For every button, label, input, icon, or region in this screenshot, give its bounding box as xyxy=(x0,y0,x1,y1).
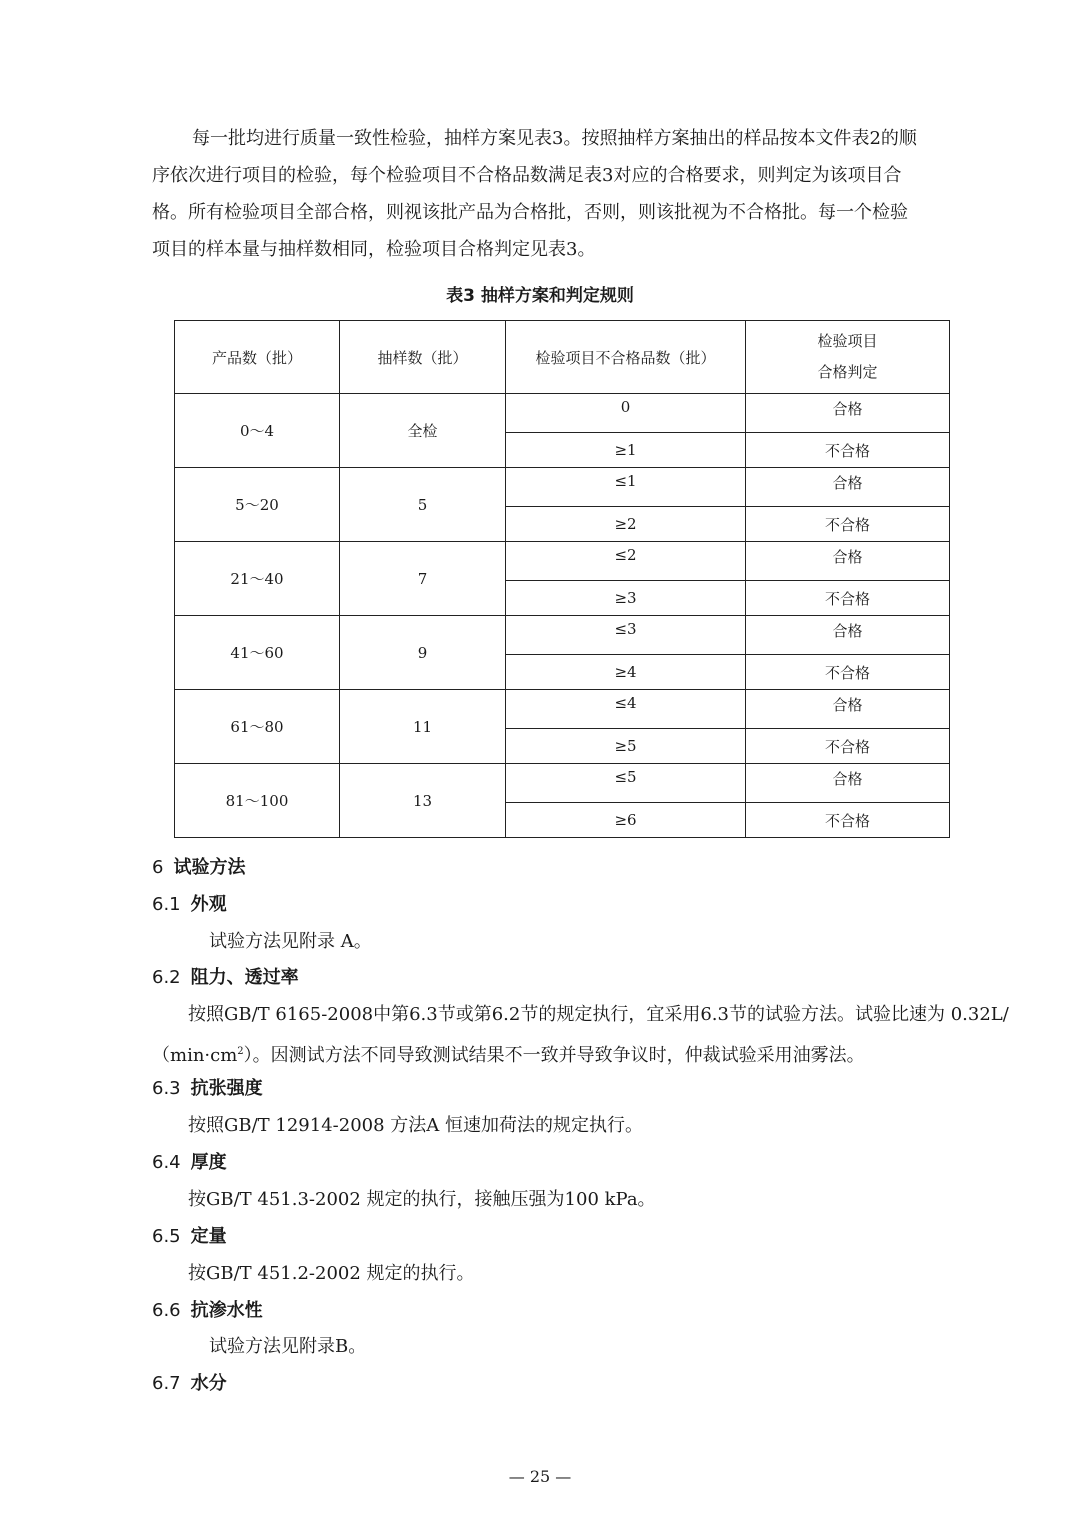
cell-range: 81～100 xyxy=(175,764,340,838)
cell-defects: ≥4 xyxy=(506,655,746,690)
table-row xyxy=(175,542,950,581)
cell-defects: 0 xyxy=(506,394,746,433)
section-number: 6.6 xyxy=(152,1300,181,1321)
section-number: 6.5 xyxy=(152,1226,181,1247)
section-6-6-heading xyxy=(152,1297,263,1325)
cell-result: 不合格 xyxy=(746,433,950,468)
cell-result: 不合格 xyxy=(746,581,950,616)
section-title: 厚度 xyxy=(190,1152,227,1173)
cell-defects: ≥5 xyxy=(506,729,746,764)
cell-defects: ≤2 xyxy=(506,542,746,581)
cell-range: 5～20 xyxy=(175,468,340,542)
section-6-1-heading xyxy=(152,891,227,919)
cell-defects: ≥3 xyxy=(506,581,746,616)
cell-defects: ≤4 xyxy=(506,690,746,729)
section-title: 外观 xyxy=(190,894,227,915)
section-title: 抗渗水性 xyxy=(190,1300,263,1321)
section-6-3-heading xyxy=(152,1075,263,1103)
section-title: 试验方法 xyxy=(173,857,246,878)
intro-line-4: 项目的样本量与抽样数相同，检验项目合格判定见表3。 xyxy=(152,239,596,260)
section-title: 定量 xyxy=(190,1226,227,1247)
cell-result: 不合格 xyxy=(746,803,950,838)
section-6-7-heading xyxy=(152,1370,227,1398)
section-6-3-text: 按照GB/T 12914-2008 方法A 恒速加荷法的规定执行。 xyxy=(188,1115,643,1136)
cell-result: 不合格 xyxy=(746,507,950,542)
cell-sample: 5 xyxy=(340,468,506,542)
text-part: （min·cm xyxy=(152,1045,238,1066)
cell-result: 合格 xyxy=(746,468,950,507)
section-6-2-text-2 xyxy=(152,1038,865,1070)
section-6-4-text: 按GB/T 451.3-2002 规定的执行，接触压强为100 kPa。 xyxy=(188,1189,656,1210)
header-judgement xyxy=(746,321,950,394)
cell-result: 合格 xyxy=(746,394,950,433)
section-6-5-heading xyxy=(152,1223,227,1251)
intro-line-1 xyxy=(152,120,964,157)
table-row xyxy=(175,394,950,433)
section-number: 6.7 xyxy=(152,1373,181,1394)
header-defect-count: 检验项目不合格品数（批） xyxy=(506,321,746,394)
cell-defects: ≥1 xyxy=(506,433,746,468)
page-number: — 25 — xyxy=(508,1467,572,1486)
cell-result: 合格 xyxy=(746,690,950,729)
section-6-4-heading xyxy=(152,1149,227,1177)
section-number: 6 xyxy=(152,857,164,878)
section-number: 6.3 xyxy=(152,1078,181,1099)
table-row xyxy=(175,468,950,507)
cell-sample: 11 xyxy=(340,690,506,764)
section-title: 水分 xyxy=(190,1373,227,1394)
cell-sample: 9 xyxy=(340,616,506,690)
header-judgement-line1: 检验项目 xyxy=(817,332,878,350)
header-sample-count: 抽样数（批） xyxy=(340,321,506,394)
header-product-count: 产品数（批） xyxy=(175,321,340,394)
section-6-2-text-1: 按照GB/T 6165-2008中第6.3节或第6.2节的规定执行，宜采用6.3节的试验方法。试验比速为 0.32L/ xyxy=(188,1004,1009,1025)
cell-result: 合格 xyxy=(746,616,950,655)
intro-text-1: 每一批均进行质量一致性检验，抽样方案见表3。按照抽样方案抽出的样品按本文件表2的顺 xyxy=(192,128,917,149)
section-number: 6.1 xyxy=(152,894,181,915)
cell-result: 合格 xyxy=(746,764,950,803)
cell-range: 41～60 xyxy=(175,616,340,690)
table-caption: 表3 抽样方案和判定规则 xyxy=(446,286,634,306)
cell-sample: 全检 xyxy=(340,394,506,468)
section-6-1-text: 试验方法见附录 A。 xyxy=(209,931,372,952)
cell-defects: ≤3 xyxy=(506,616,746,655)
section-6-6-text: 试验方法见附录B。 xyxy=(209,1336,367,1357)
table-row xyxy=(175,690,950,729)
cell-defects: ≥6 xyxy=(506,803,746,838)
header-judgement-line2: 合格判定 xyxy=(817,363,878,381)
table-row xyxy=(175,764,950,803)
intro-line-2: 序依次进行项目的检验，每个检验项目不合格品数满足表3对应的合格要求，则判定为该项目合 xyxy=(152,165,902,186)
cell-range: 0～4 xyxy=(175,394,340,468)
text-part: ）。因测试方法不同导致测试结果不一致并导致争议时，仲裁试验采用油雾法。 xyxy=(243,1045,865,1066)
table-header-row xyxy=(175,321,950,394)
intro-line-3: 格。所有检验项目全部合格，则视该批产品为合格批，否则，则该批视为不合格批。每一个检验 xyxy=(152,202,908,223)
cell-defects: ≥2 xyxy=(506,507,746,542)
sampling-table xyxy=(174,320,950,838)
section-6-2-heading xyxy=(152,964,299,992)
cell-sample: 13 xyxy=(340,764,506,838)
section-title: 抗张强度 xyxy=(190,1078,263,1099)
section-number: 6.4 xyxy=(152,1152,181,1173)
cell-defects: ≤1 xyxy=(506,468,746,507)
table-row xyxy=(175,616,950,655)
cell-result: 不合格 xyxy=(746,729,950,764)
superscript: 2 xyxy=(237,1046,244,1057)
section-number: 6.2 xyxy=(152,967,181,988)
cell-result: 合格 xyxy=(746,542,950,581)
section-title: 阻力、透过率 xyxy=(190,967,299,988)
section-6-5-text: 按GB/T 451.2-2002 规定的执行。 xyxy=(188,1263,475,1284)
section-6-heading xyxy=(152,854,245,882)
cell-range: 61～80 xyxy=(175,690,340,764)
cell-sample: 7 xyxy=(340,542,506,616)
cell-result: 不合格 xyxy=(746,655,950,690)
cell-range: 21～40 xyxy=(175,542,340,616)
cell-defects: ≤5 xyxy=(506,764,746,803)
